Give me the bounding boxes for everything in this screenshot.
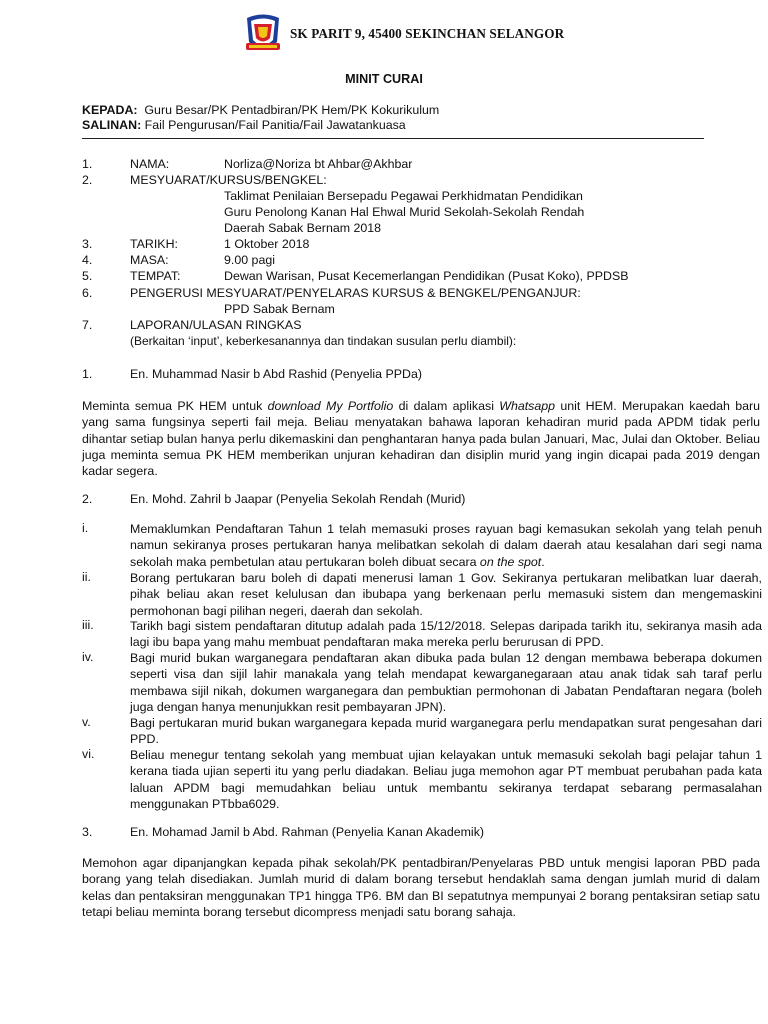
item-label-laporan: LAPORAN/ULASAN RINGKAS	[130, 318, 302, 332]
item-value-masa: 9.00 pagi	[224, 253, 275, 267]
item-number: 4.	[82, 253, 93, 267]
section-speaker: En. Mohd. Zahril b Jaapar (Penyelia Sekolah Rendah (Murid)	[130, 492, 466, 506]
kepada-label: KEPADA:	[82, 103, 138, 117]
recipients-block	[82, 103, 439, 133]
letterhead	[244, 12, 564, 56]
item-label-masa: MASA:	[130, 253, 169, 267]
item-number: 7.	[82, 318, 93, 332]
item-number: 5.	[82, 269, 93, 283]
item-value-tempat: Dewan Warisan, Pusat Kecemerlangan Pendidikan (Pusat Koko), PPDSB	[224, 269, 629, 283]
section-number: 2.	[82, 492, 93, 506]
item-label-tarikh: TARIKH:	[130, 237, 178, 251]
section-number: 3.	[82, 825, 93, 839]
section-speaker: En. Muhammad Nasir b Abd Rashid (Penyelia PPDa)	[130, 367, 423, 381]
section-speaker: En. Mohamad Jamil b Abd. Rahman (Penyelia Kanan Akademik)	[130, 825, 485, 839]
document-title: MINIT CURAI	[345, 72, 423, 86]
item-value-tarikh: 1 Oktober 2018	[224, 237, 310, 251]
item-label-mesyuarat: MESYUARAT/KURSUS/BENGKEL:	[130, 173, 327, 187]
salinan-label: SALINAN:	[82, 118, 142, 132]
item-value-mesyuarat-3: Daerah Sabak Bernam 2018	[224, 221, 382, 235]
item-number: 6.	[82, 286, 93, 300]
item-number: 1.	[82, 157, 93, 171]
item-label-nama: NAMA:	[130, 157, 170, 171]
section-3-paragraph: Memohon agar dipanjangkan kepada pihak sekolah/PK pentadbiran/Penyelaras PBD untuk mengisi laporan PBD pada borang yang telah disediakan. Jumlah murid di dalam borang tersebut hendaklah sama dengan jumlah murid di dalam kelas dan pentaksiran menggunakan TP1 hingga TP6. BM dan BI sepatutnya mempunyai 2 borang pentaksiran setiap satu tetapi beliau meminta borang tersebut dicompress menjadi satu borang sahaja.	[82, 856, 760, 919]
item-number: 3.	[82, 237, 93, 251]
salinan-text: Fail Pengurusan/Fail Panitia/Fail Jawatankuasa	[144, 118, 406, 132]
item-label-tempat: TEMPAT:	[130, 269, 181, 283]
item-value-nama: Norliza@Noriza bt Ahbar@Akhbar	[224, 157, 413, 171]
school-name: SK PARIT 9, 45400 SEKINCHAN SELANGOR	[290, 26, 565, 41]
section-number: 1.	[82, 367, 93, 381]
item-value-mesyuarat-2: Guru Penolong Kanan Hal Ehwal Murid Sekolah-Sekolah Rendah	[224, 205, 585, 219]
divider	[82, 138, 704, 139]
item-value-mesyuarat-1: Taklimat Penilaian Bersepadu Pegawai Perkhidmatan Pendidikan	[224, 189, 583, 203]
item-label-pengerusi: PENGERUSI MESYUARAT/PENYELARAS KURSUS & BENGKEL/PENGANJUR:	[130, 286, 581, 300]
item-number: 2.	[82, 173, 93, 187]
item-value-pengerusi: PPD Sabak Bernam	[224, 302, 335, 316]
minit-curai-page: SK PARIT 9, 45400 SEKINCHAN SELANGOR MINIT CURAI KEPADA: Guru Besar/PK Pentadbiran/PK Hem/PK Kokurikulum SALINAN: Fail Pengurusan/Fail Panitia/Fail Jawatankuasa 1. NAMA: Norliza@Noriza bt Ahbar@Akhbar 2. MESYUARAT/KURSUS/BENGKEL: Taklimat Penilaian Bersepadu Pegawai Perkhidmatan Pendidikan Guru Penolong Kanan Hal Ehwal Murid Sekolah-Sekolah Rendah Daerah Sabak Bernam 2018 3. TARIKH: 1 Oktober 2018 4. MASA: 9.00 pagi 5. TEMPAT: Dewan Warisan, Pusat Kecemerlangan Pendidikan (Pusat Koko), PPDSB 6. PENGERUSI MESYUARAT/PENYELARAS KURSUS & BENGKEL/PENGANJUR: PPD Sabak Bernam 7. LAPORAN/ULASAN RINGKAS (Berkaitan ‘input’, keberkesanannya dan tindakan susulan perlu diambil): 1. En. Muhammad Nasir b Abd Rashid (Penyelia PPDa) Meminta semua PK HEM untuk download My Portfolio di dalam aplikasi Whatsapp unit HEM. Merupakan kaedah baru yang sama fungsinya seperti fail meja. Beliau menyatakan bahawa laporan kehadiran murid pada APDM tidak perlu dihantar setiap bulan hanya perlu dikemaskini dan penghantaran hanya pada bulan Januari, Mac, Julai dan Oktober. Beliau juga meminta semua PK HEM memberikan unjuran kehadiran dan disiplin murid yang ingin dicapai pada 2019 dengan kadar segera. 2. En. Mohd. Zahril b Jaapar (Penyelia Sekolah Rendah (Murid) i. Memaklumkan Pendaftaran Tahun 1 telah memasuki proses rayuan bagi kemasukan sekolah yang telah penuh namun sekiranya proses pertukaran hanya melibatkan sekolah di dalam daerah atau kesalahan dari segi nama sekolah maka pembetulan atau pertukaran boleh dibuat secara on the spot. ii. Borang pertukaran baru boleh di dapati menerusi laman 1 Gov. Sekiranya pertukaran melibatkan luar daerah, pihak beliau akan reset kelulusan dan ibubapa yang berkenaan perlu memasuki sistem dan mengemaskini permohonan bagi pilihan negeri, daerah dan sekolah. iii. Tarikh bagi sistem pendaftaran ditutup adalah pada 15/12/2018. Selepas daripada tarikh itu, sekiranya masih ada lagi ibu bapa yang mahu membuat pendaftaran maka mereka perlu berurusan di PPD. iv. Bagi murid bukan warganegara pendaftaran akan dibuka pada bulan 12 dengan membawa beberapa dokumen seperti visa dan sijil lahir manakala yang telah mendapat kewarganegaraan atau anak tidak sah taraf perlu membawa sijil nikah, dokumen warganegara dan pembuktian permohonan di Jabatan Pendaftaran negara (boleh juga dengan hanya menunjukkan resit pembayaran JPN). v. Bagi pertukaran murid bukan warganegara kepada murid warganegara perlu mendapatkan surat pengesahan dari PPD. vi. Beliau menegur tentang sekolah yang membuat ujian kelayakan untuk memasuki sekolah bagi pelajar tahun 1 kerana tiada ujian seperti itu yang perlu diadakan. Beliau juga memohon agar PT membuat perubahan pada kata laluan APDM bagi memudahkan beliau untuk membantu sekiranya terdapat sebarang permasalahan menggunakan PTbba6029. 3. En. Mohamad Jamil b Abd. Rahman (Penyelia Kanan Akademik) Memohon agar dipanjangkan kepada pihak sekolah/PK pentadbiran/Penyelaras PBD untuk mengisi laporan PBD pada borang yang telah disediakan. Jumlah murid di dalam borang tersebut hendaklah sama dengan jumlah murid di dalam kelas dan pentaksiran menggunakan TP1 hingga TP6. BM dan BI sepatutnya mempunyai 2 borang pentaksiran setiap satu tetapi beliau meminta borang tersebut dicompress menjadi satu borang sahaja.	[0, 0, 768, 1024]
kepada-text: Guru Besar/PK Pentadbiran/PK Hem/PK Kokurikulum	[144, 103, 440, 117]
item-note-laporan: (Berkaitan ‘input’, keberkesanannya dan tindakan susulan perlu diambil):	[130, 334, 517, 348]
section-1-paragraph: Meminta semua PK HEM untuk download My Portfolio di dalam aplikasi Whatsapp unit HEM. Merupakan kaedah baru yang sama fungsinya seperti fail meja. Beliau menyatakan bahawa laporan kehadiran murid pada APDM tidak perlu dihantar setiap bulan hanya perlu dikemaskini dan penghantaran hanya pada bulan Januari, Mac, Julai dan Oktober. Beliau juga meminta semua PK HEM memberikan unjuran kehadiran dan disiplin murid yang ingin dicapai pada 2019 dengan kadar segera.	[82, 399, 761, 479]
school-crest-icon	[244, 12, 282, 56]
